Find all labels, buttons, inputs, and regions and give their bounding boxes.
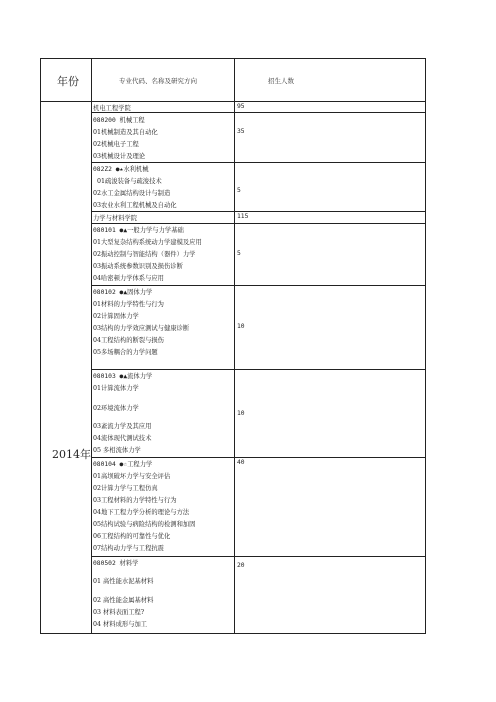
- column-divider: [234, 59, 235, 633]
- enrollment-count: 5: [237, 250, 241, 257]
- enrollment-count: 10: [237, 410, 245, 417]
- research-direction: 04地下工程力学分析的理论与方法: [93, 509, 190, 516]
- year-column-header: 年份: [57, 75, 79, 88]
- row-divider: [91, 211, 425, 212]
- program-title: 082Z2 ●★水利机械: [93, 166, 149, 173]
- research-direction: 02计算固体力学: [93, 313, 139, 320]
- research-direction: 03农业水利工程机械及自动化: [93, 202, 177, 209]
- program-title: 080200 机械工程: [93, 117, 145, 124]
- research-direction: 01疏浚装备与疏浚技术: [97, 178, 162, 185]
- row-divider: [91, 556, 425, 557]
- row-divider: [91, 369, 425, 370]
- row-divider: [91, 457, 425, 458]
- research-direction: 03紊流力学及其应用: [93, 423, 152, 430]
- enrollment-count: 5: [237, 187, 241, 194]
- research-direction: 03工程材料的力学特性与行为: [93, 497, 177, 504]
- research-direction: 03机械设计及理论: [93, 153, 146, 160]
- research-direction: 05结构试验与病险结构的检测和加固: [93, 521, 196, 528]
- research-direction: 04 材料成形与加工: [93, 621, 148, 628]
- research-direction: 07结构动力学与工程抗震: [93, 545, 164, 552]
- research-direction: 02环境流体力学: [93, 405, 139, 412]
- research-direction: 05多场耦合的力学问题: [93, 349, 158, 356]
- program-title: 080102 ●▲固体力学: [93, 289, 153, 296]
- row-divider: [91, 112, 425, 113]
- research-direction: 01 高性能水泥基材料: [93, 578, 154, 585]
- enrollment-count: 40: [237, 459, 245, 466]
- research-direction: 01大型复杂结构系统动力学建模及应用: [93, 239, 202, 246]
- research-direction: 01材料的力学特性与行为: [93, 301, 164, 308]
- research-direction: 02水工金属结构设计与制造: [93, 190, 171, 197]
- enrollment-count: 115: [237, 213, 249, 220]
- program-title: 080104 ●☆工程力学: [93, 461, 153, 468]
- program-title: 080101 ●▲一般力学与力学基础: [93, 227, 184, 234]
- research-direction: 04工程结构的断裂与损伤: [93, 337, 164, 344]
- research-direction: 02计算力学与工程仿真: [93, 485, 158, 492]
- year-cell: 2014年: [52, 448, 91, 461]
- enrollment-count: 20: [237, 562, 245, 569]
- school-name: 力学与材料学院: [93, 215, 138, 222]
- header-divider: [41, 101, 425, 102]
- school-name: 机电工程学院: [93, 105, 131, 112]
- research-direction: 04哈密顿力学体系与应用: [93, 275, 164, 282]
- research-direction: 02振动控制与智能结构（器件）力学: [93, 251, 196, 258]
- research-direction: 01高坝破坏力学与安全评估: [93, 473, 171, 480]
- research-direction: 04流体现代测试技术: [93, 435, 152, 442]
- research-direction: 02机械电子工程: [93, 141, 139, 148]
- research-direction: 03振动系统参数识别及损伤诊断: [93, 263, 183, 270]
- enrollment-count: 35: [237, 128, 245, 135]
- research-direction: 05 多相流体力学: [93, 447, 141, 454]
- program-title: 080502 材料学: [93, 560, 139, 567]
- program-column-header: 专业代码、名称及研究方向: [119, 77, 197, 85]
- research-direction: 03结构的力学效应测试与健康诊断: [93, 325, 190, 332]
- program-title: 080103 ●▲流体力学: [93, 373, 153, 380]
- enrollment-count: 10: [237, 323, 245, 330]
- row-divider: [91, 223, 425, 224]
- research-direction: 01机械制造及其自动化: [93, 129, 158, 136]
- row-divider: [91, 162, 425, 163]
- enrollment-column-header: 招生人数: [268, 77, 294, 85]
- column-divider: [91, 59, 92, 633]
- research-direction: 02 高性能金属基材料: [93, 597, 154, 604]
- research-direction: 01计算流体力学: [93, 385, 139, 392]
- research-direction: 03 材料表面工程?: [93, 609, 145, 616]
- enrollment-table: [40, 58, 426, 634]
- research-direction: 06工程结构的可靠性与优化: [93, 533, 171, 540]
- enrollment-count: 95: [237, 103, 245, 110]
- row-divider: [91, 285, 425, 286]
